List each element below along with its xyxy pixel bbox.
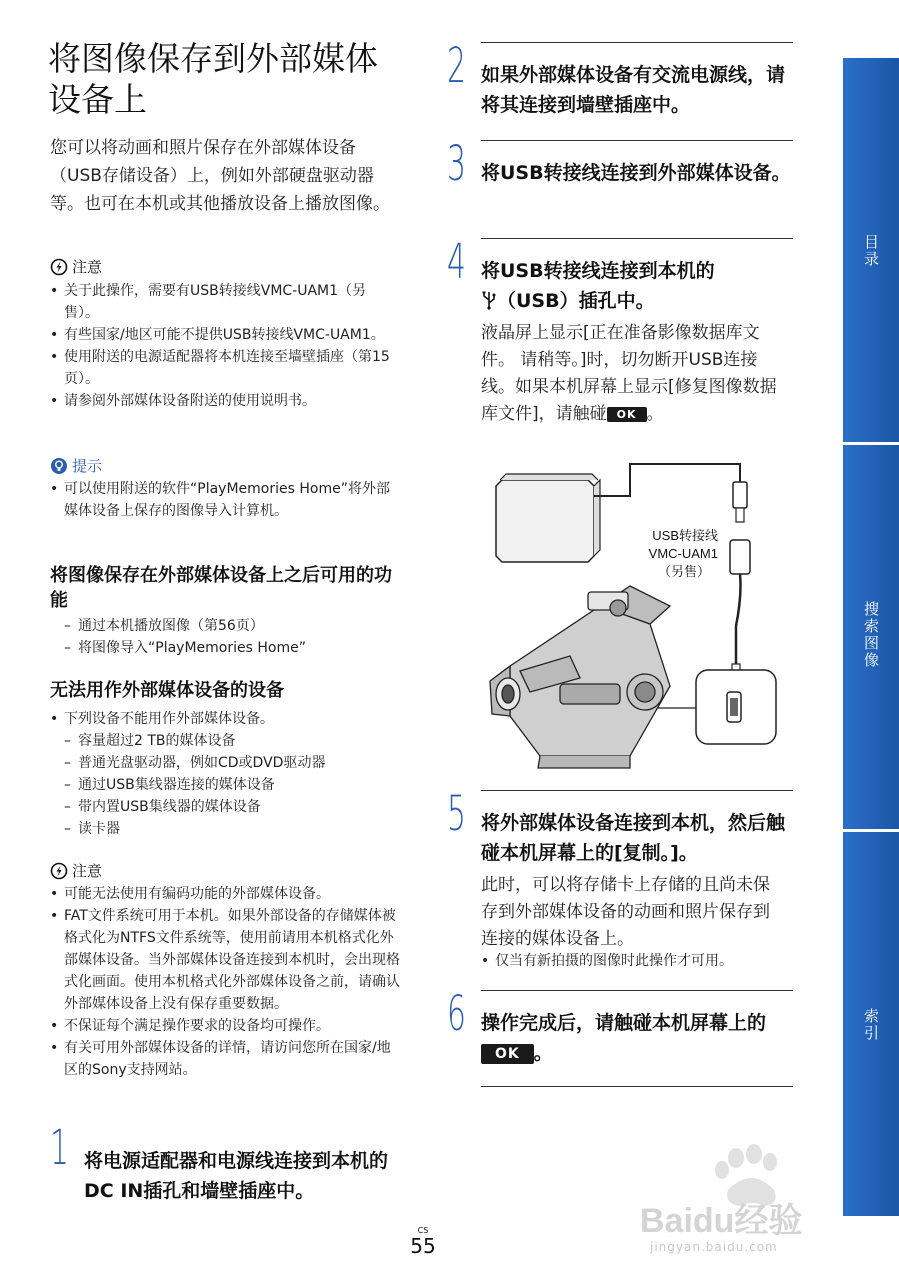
tab-contents[interactable] xyxy=(843,58,899,442)
tab-contents-label: 目录 xyxy=(862,234,880,268)
step-divider xyxy=(481,140,793,141)
list-item: • 下列设备不能用作外部媒体设备。 xyxy=(50,708,400,730)
cable-label-2: VMC-UAM1 xyxy=(648,546,718,561)
page-lang: CS xyxy=(417,1226,429,1235)
step-1-text: 将电源适配器和电源线连接到本机的DC IN插孔和墙壁插座中。 xyxy=(84,1150,389,1202)
cable-label-3: （另售） xyxy=(657,564,710,579)
list-item: • 可能无法使用有编码功能的外部媒体设备。 xyxy=(50,883,400,905)
note-heading xyxy=(50,861,102,881)
note2-list xyxy=(50,883,400,1081)
step-5-bullet xyxy=(481,950,791,972)
caution-icon xyxy=(50,862,68,880)
hint-heading xyxy=(50,456,102,476)
list-item: • 请参阅外部媒体设备附送的使用说明书。 xyxy=(50,390,400,412)
list-item: • 有些国家/地区可能不提供USB转接线VMC-UAM1。 xyxy=(50,324,400,346)
step-6-text xyxy=(481,1008,795,1068)
step-4-body xyxy=(481,320,781,428)
step-number-2: 2 xyxy=(447,38,466,94)
step-4-text xyxy=(481,256,793,316)
lightbulb-icon xyxy=(50,457,68,475)
step-3-text: 将USB转接线连接到外部媒体设备。 xyxy=(481,162,791,184)
ok-button[interactable]: OK xyxy=(607,407,647,422)
step-4-text-a: 将USB转接线连接到本机的 xyxy=(481,260,715,282)
note-heading xyxy=(50,257,102,277)
cable-label-1: USB转接线 xyxy=(652,528,718,543)
list-item: • 仅当有新拍摄的图像时此操作才可用。 xyxy=(481,950,791,972)
list-item: • 可以使用附送的软件“PlayMemories Home”将外部媒体设备上保存的图像导入计算机。 xyxy=(50,478,400,522)
tab-index[interactable] xyxy=(843,832,899,1216)
step-4-text-b: （USB）插孔中。 xyxy=(497,290,655,312)
note-heading-label: 注意 xyxy=(72,862,103,880)
camcorder-illustration xyxy=(490,586,670,768)
unusable-lead xyxy=(50,708,400,730)
list-item: – 读卡器 xyxy=(64,818,394,840)
usb-icon xyxy=(481,289,497,309)
step-divider xyxy=(481,42,793,43)
step-4-body-a: 液晶屏上显示[正在准备影像数据库文件。 请稍等。]时，切勿断开USB连接线。如果本机屏幕上显示[修复图像数据库文件]，请触碰 xyxy=(481,323,777,424)
list-item: – 通过USB集线器连接的媒体设备 xyxy=(64,774,394,796)
list-item: – 通过本机播放图像（第56页） xyxy=(64,615,394,637)
after-list xyxy=(64,615,394,659)
hint-heading-label: 提示 xyxy=(72,457,103,475)
intro-paragraph: 您可以将动画和照片保存在外部媒体设备（USB存储设备）上，例如外部硬盘驱动器等。也可在本机或其他播放设备上播放图像。 xyxy=(50,138,390,214)
section-heading-unusable: 无法用作外部媒体设备的设备 xyxy=(50,680,284,701)
step-divider xyxy=(481,990,793,991)
tab-search-images[interactable] xyxy=(843,445,899,829)
step-divider xyxy=(481,1086,793,1087)
unusable-list xyxy=(64,730,394,840)
list-item: • 使用附送的电源适配器将本机连接至墙壁插座（第15页）。 xyxy=(50,346,400,390)
step-number-6: 6 xyxy=(447,986,466,1042)
step-5-text: 将外部媒体设备连接到本机，然后触碰本机屏幕上的[复制。]。 xyxy=(481,812,786,864)
step-divider xyxy=(481,238,793,239)
step-2-text: 如果外部媒体设备有交流电源线，请将其连接到墙壁插座中。 xyxy=(481,64,786,116)
step-6-text-a: 操作完成后，请触碰本机屏幕上的 xyxy=(481,1012,767,1034)
step-number-3: 3 xyxy=(447,136,466,192)
caution-icon xyxy=(50,258,68,276)
note-heading-label: 注意 xyxy=(72,258,103,276)
list-item: • 关于此操作，需要有USB转接线VMC-UAM1（另售）。 xyxy=(50,280,400,324)
tab-search-images-label: 搜索图像 xyxy=(862,601,880,669)
list-item: – 容量超过2 TB的媒体设备 xyxy=(64,730,394,752)
step-divider xyxy=(481,790,793,791)
note1-list xyxy=(50,280,400,412)
step-number-4: 4 xyxy=(447,234,466,290)
list-item: • 不保证每个满足操作要求的设备均可操作。 xyxy=(50,1015,400,1037)
page-title: 将图像保存到外部媒体设备上 xyxy=(48,39,378,119)
hint-list xyxy=(50,478,400,522)
step-4-body-b: 。 xyxy=(646,404,664,424)
list-item: • FAT文件系统可用于本机。如果外部设备的存储媒体被格式化为NTFS文件系统等，使用前请用本机格式化外部媒体设备。当外部媒体设备连接到本机时，会出现格式化画面。使用本机格式化外部媒体设备之前，请确认外部媒体设备上没有保存重要数据。 xyxy=(50,905,400,1015)
step-5-body: 此时，可以将存储卡上存储的且尚未保存到外部媒体设备的动画和照片保存到连接的媒体设备上。 xyxy=(481,875,770,949)
list-item: – 普通光盘驱动器，例如CD或DVD驱动器 xyxy=(64,752,394,774)
list-item: – 带内置USB集线器的媒体设备 xyxy=(64,796,394,818)
step-number-5: 5 xyxy=(447,786,466,842)
step-6-text-b: 。 xyxy=(533,1042,553,1064)
tab-index-label: 索引 xyxy=(862,1008,880,1042)
baidu-watermark xyxy=(640,1140,840,1235)
connection-diagram xyxy=(480,456,780,781)
external-drive-illustration xyxy=(496,474,600,562)
section-heading-after: 将图像保存在外部媒体设备上之后可用的功能 xyxy=(50,565,392,611)
step-number-1: 1 xyxy=(50,1120,69,1176)
list-item: – 将图像导入“PlayMemories Home” xyxy=(64,637,394,659)
list-item: • 有关可用外部媒体设备的详情，请访问您所在国家/地区的Sony支持网站。 xyxy=(50,1037,400,1081)
watermark-logo-text: Baidu经验 xyxy=(640,1202,803,1235)
watermark-url: jingyan.baidu.com xyxy=(650,1240,778,1254)
page-num: 55 xyxy=(410,1234,436,1258)
ok-button[interactable]: OK xyxy=(481,1044,534,1064)
page-number xyxy=(408,1226,438,1257)
